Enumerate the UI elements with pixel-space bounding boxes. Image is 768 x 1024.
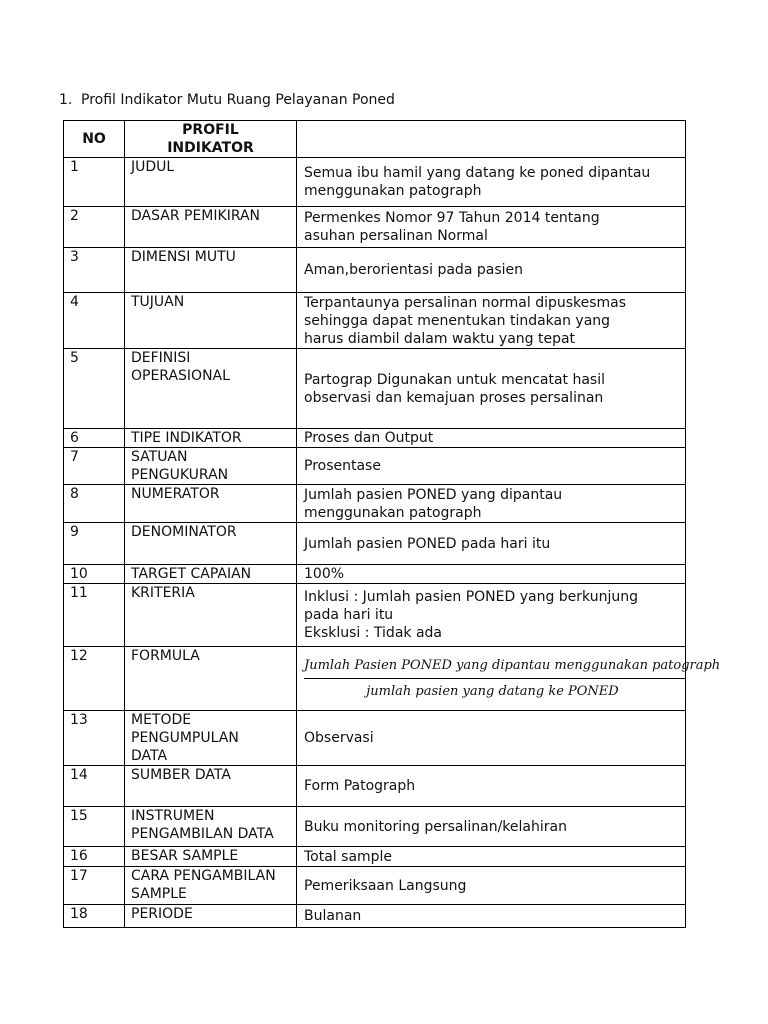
heading-text: Profil Indikator Mutu Ruang Pelayanan Poned [81, 92, 395, 108]
row-number: 17 [64, 867, 125, 905]
table-row [64, 766, 686, 807]
row-number: 14 [64, 766, 125, 807]
table-row [64, 429, 686, 448]
row-number: 4 [64, 293, 125, 349]
formula-denominator: jumlah pasien yang datang ke PONED [366, 684, 619, 699]
row-value: Total sample [297, 847, 686, 867]
row-label: TARGET CAPAIAN [125, 565, 297, 584]
table-row [64, 207, 686, 248]
row-value: Jumlah pasien PONED yang dipantau menggunakan patograph [297, 485, 686, 523]
table-row [64, 158, 686, 207]
table-row [64, 523, 686, 565]
table-row [64, 807, 686, 847]
table-row [64, 647, 686, 711]
row-number: 6 [64, 429, 125, 448]
row-number: 18 [64, 905, 125, 928]
formula-numerator: Jumlah Pasien PONED yang dipantau menggunakan patograph [304, 657, 685, 679]
header-value [297, 121, 686, 158]
row-label: INSTRUMEN PENGAMBILAN DATA [125, 807, 297, 847]
row-value: 100% [297, 565, 686, 584]
row-label: NUMERATOR [125, 485, 297, 523]
row-number: 12 [64, 647, 125, 711]
table-row [64, 584, 686, 647]
row-value: Permenkes Nomor 97 Tahun 2014 tentang asuhan persalinan Normal [297, 207, 686, 248]
row-value: Buku monitoring persalinan/kelahiran [297, 807, 686, 847]
row-label: SUMBER DATA [125, 766, 297, 807]
row-value: Bulanan [297, 905, 686, 928]
row-number: 15 [64, 807, 125, 847]
row-label: DEFINISI OPERASIONAL [125, 349, 297, 429]
row-label: TIPE INDIKATOR [125, 429, 297, 448]
table-row [64, 867, 686, 905]
table-header-row [64, 121, 686, 158]
row-label: JUDUL [125, 158, 297, 207]
row-value: Prosentase [297, 448, 686, 485]
row-number: 10 [64, 565, 125, 584]
row-label: KRITERIA [125, 584, 297, 647]
header-no: NO [64, 121, 125, 158]
row-number: 13 [64, 711, 125, 766]
table-row [64, 847, 686, 867]
row-number: 1 [64, 158, 125, 207]
row-number: 3 [64, 248, 125, 293]
row-number: 5 [64, 349, 125, 429]
row-value: Aman,berorientasi pada pasien [297, 248, 686, 293]
row-value: Form Patograph [297, 766, 686, 807]
row-label: SATUAN PENGUKURAN [125, 448, 297, 485]
table-row [64, 711, 686, 766]
formula-fraction [304, 657, 721, 700]
table-row [64, 248, 686, 293]
table-row [64, 485, 686, 523]
table-row [64, 448, 686, 485]
row-number: 8 [64, 485, 125, 523]
header-profil-indikator: PROFIL INDIKATOR [125, 121, 297, 158]
heading-number: 1. [59, 92, 73, 108]
row-label: PERIODE [125, 905, 297, 928]
row-value: Proses dan Output [297, 429, 686, 448]
row-value: Inklusi : Jumlah pasien PONED yang berkunjung pada hari itu Eksklusi : Tidak ada [297, 584, 686, 647]
row-value: Semua ibu hamil yang datang ke poned dipantau menggunakan patograph [297, 158, 686, 207]
row-label: METODE PENGUMPULAN DATA [125, 711, 297, 766]
row-value: Pemeriksaan Langsung [297, 867, 686, 905]
row-number: 9 [64, 523, 125, 565]
row-label: DENOMINATOR [125, 523, 297, 565]
formula-cell [297, 647, 721, 711]
row-value: Terpantaunya persalinan normal dipuskesmas sehingga dapat menentukan tindakan yang harus diambil dalam waktu yang tepat [297, 293, 686, 349]
row-label: TUJUAN [125, 293, 297, 349]
row-number: 7 [64, 448, 125, 485]
row-value: Partograp Digunakan untuk mencatat hasil observasi dan kemajuan proses persalinan [297, 349, 686, 429]
document-heading [59, 92, 395, 108]
row-value: Jumlah pasien PONED pada hari itu [297, 523, 686, 565]
row-label: DASAR PEMIKIRAN [125, 207, 297, 248]
table-row [64, 565, 686, 584]
row-value: Observasi [297, 711, 686, 766]
row-number: 16 [64, 847, 125, 867]
row-label: CARA PENGAMBILAN SAMPLE [125, 867, 297, 905]
table-row [64, 905, 686, 928]
row-number: 2 [64, 207, 125, 248]
row-number: 11 [64, 584, 125, 647]
indicator-profile-table [63, 120, 721, 928]
row-label: DIMENSI MUTU [125, 248, 297, 293]
table-row [64, 349, 686, 429]
row-label: FORMULA [125, 647, 297, 711]
row-label: BESAR SAMPLE [125, 847, 297, 867]
table-row [64, 293, 686, 349]
